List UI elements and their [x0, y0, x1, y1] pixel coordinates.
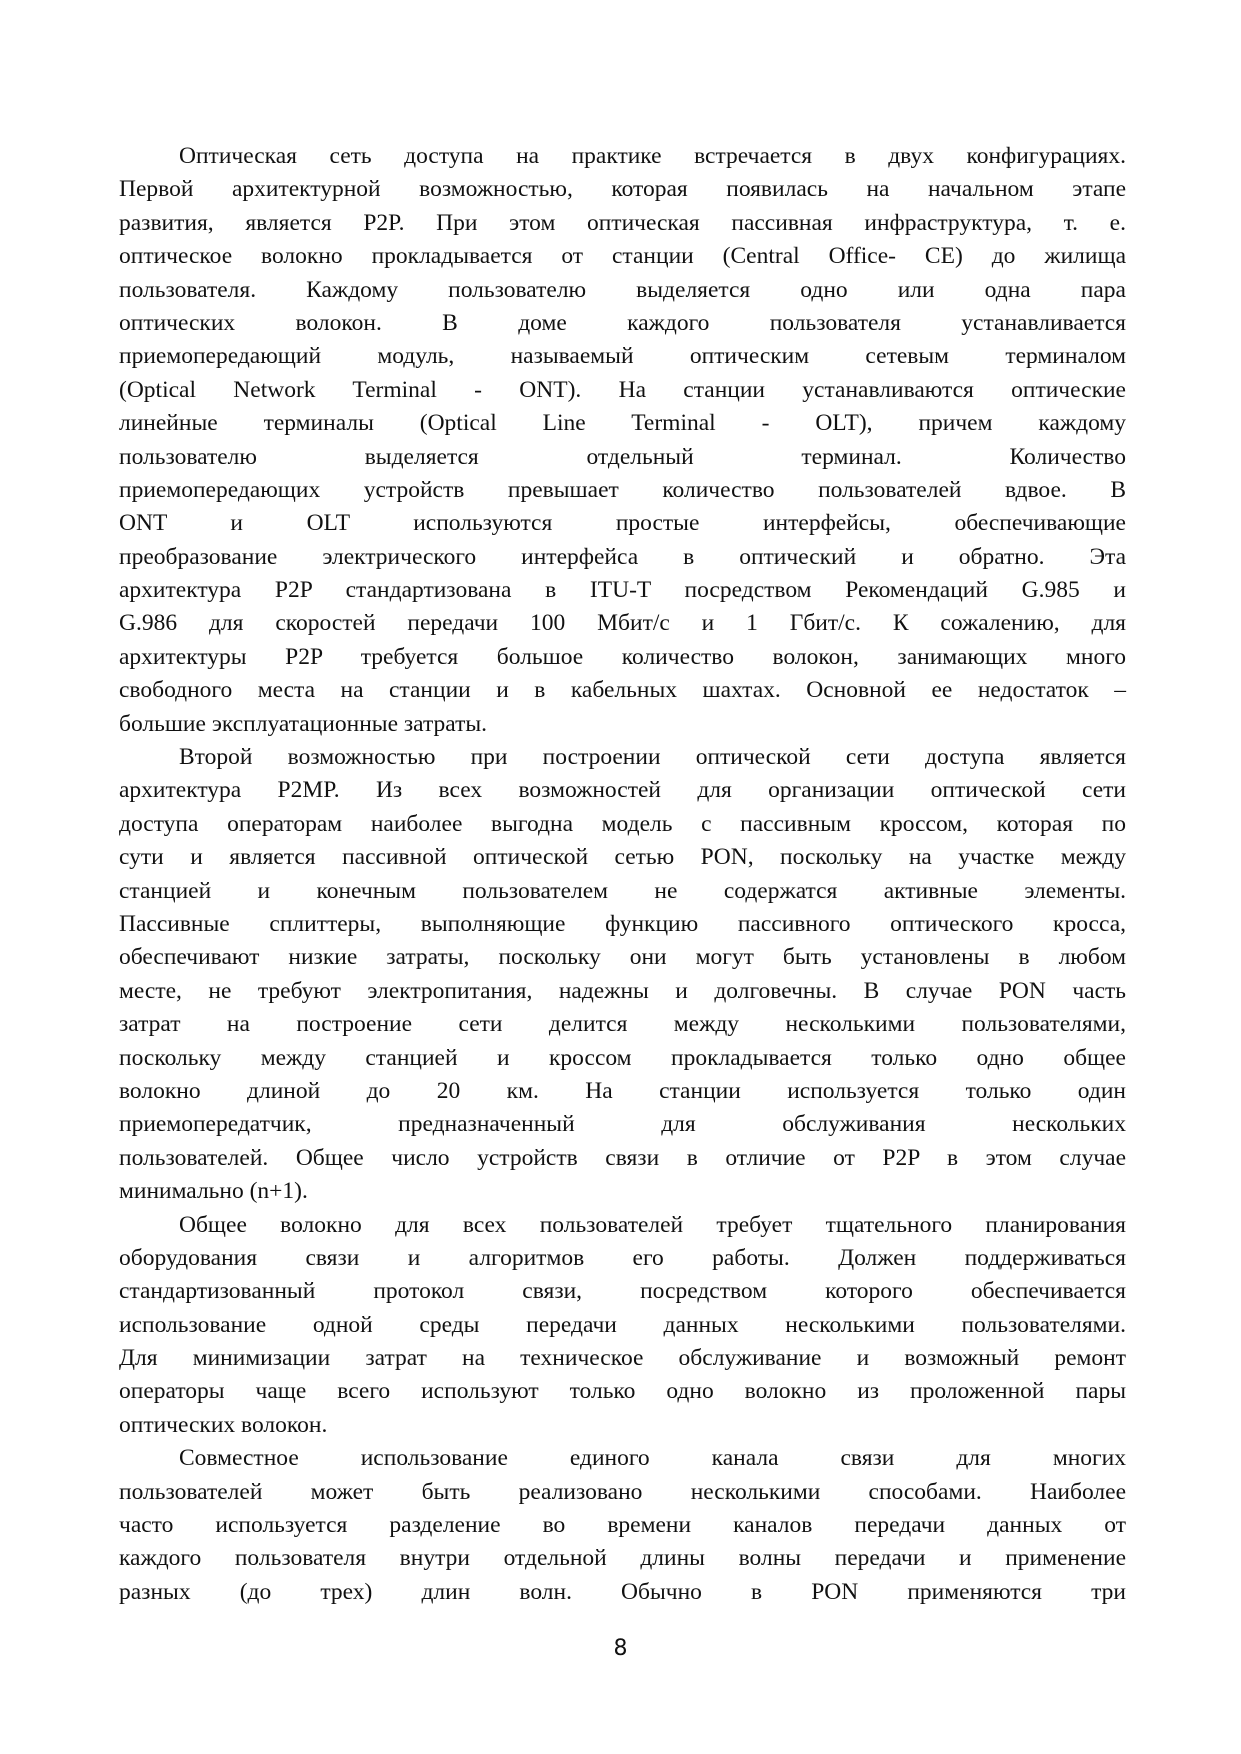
text-line: пользователей может быть реализовано несколькими способами. Наиболее	[119, 1478, 1126, 1505]
text-line: волокно длиной до 20 км. На станции используется только один	[119, 1077, 1126, 1104]
text-line: линейные терминалы (Optical Line Terminal - OLT), причем каждому	[119, 410, 1126, 437]
paragraph	[119, 1209, 1126, 1443]
text-line: Для минимизации затрат на техническое обслуживание и возможный ремонт	[119, 1345, 1126, 1372]
text-line: приемопередающих устройств превышает количество пользователей вдвое. В	[119, 476, 1126, 503]
paragraph	[119, 140, 1126, 741]
text-line: затрат на построение сети делится между несколькими пользователями,	[119, 1011, 1126, 1038]
text-line: оптических волокон. В доме каждого пользователя устанавливается	[119, 309, 1126, 336]
text-line: архитектура P2MP. Из всех возможностей для организации оптической сети	[119, 777, 1126, 804]
text-line: пользователя. Каждому пользователю выделяется одно или одна пара	[119, 276, 1126, 303]
text-line: Оптическая сеть доступа на практике встречается в двух конфигурациях.	[179, 143, 1126, 169]
text-line: архитектура P2P стандартизована в ITU-T посредством Рекомендаций G.985 и	[119, 577, 1126, 604]
paragraph	[119, 741, 1126, 1208]
text-line: большие эксплуатационные затраты.	[119, 710, 488, 737]
text-line: приемопередающий модуль, называемый оптическим сетевым терминалом	[119, 343, 1126, 370]
text-line: месте, не требуют электропитания, надежны и долговечны. В случае PON часть	[119, 977, 1126, 1004]
text-line: (Optical Network Terminal - ONT). На станции устанавливаются оптические	[119, 376, 1126, 403]
text-line: стандартизованный протокол связи, посредством которого обеспечивается	[119, 1278, 1126, 1305]
text-line: свободного места на станции и в кабельных шахтах. Основной ее недостаток –	[119, 677, 1126, 704]
text-line: архитектуры P2P требуется большое количество волокон, занимающих много	[119, 643, 1126, 670]
text-line: использование одной среды передачи данных несколькими пользователями.	[119, 1311, 1126, 1338]
text-line: оптическое волокно прокладывается от станции (Central Office- CE) до жилища	[119, 243, 1126, 270]
text-line: Совместное использование единого канала связи для многих	[179, 1445, 1126, 1472]
text-line: обеспечивают низкие затраты, поскольку они могут быть установлены в любом	[119, 944, 1126, 971]
text-line: пользователю выделяется отдельный терминал. Количество	[119, 443, 1126, 470]
text-line: приемопередатчик, предназначенный для обслуживания нескольких	[119, 1111, 1126, 1138]
text-line: преобразование электрического интерфейса в оптический и обратно. Эта	[119, 543, 1126, 570]
text-line: оптических волокон.	[119, 1411, 328, 1438]
text-line: операторы чаще всего используют только одно волокно из проложенной пары	[119, 1378, 1126, 1405]
text-line: поскольку между станцией и кроссом прокладывается только одно общее	[119, 1044, 1126, 1071]
text-line: минимально (n+1).	[119, 1178, 308, 1205]
text-line: часто используется разделение во времени каналов передачи данных от	[119, 1512, 1126, 1539]
text-line: Второй возможностью при построении оптической сети доступа является	[179, 744, 1126, 771]
text-line: доступа операторам наиболее выгодна модель с пассивным кроссом, которая по	[119, 810, 1126, 837]
paragraph	[119, 1442, 1126, 1609]
document-body	[119, 140, 1126, 1609]
text-line: Первой архитектурной возможностью, которая появилась на начальном этапе	[119, 176, 1126, 203]
text-line: станцией и конечным пользователем не содержатся активные элементы.	[119, 877, 1126, 904]
text-line: ONT и OLT используются простые интерфейсы, обеспечивающие	[119, 510, 1126, 537]
text-line: разных (до трех) длин волн. Обычно в PON применяются три	[119, 1578, 1126, 1605]
text-line: пользователей. Общее число устройств связи в отличие от P2P в этом случае	[119, 1144, 1126, 1171]
text-line: развития, является P2P. При этом оптическая пассивная инфраструктура, т. е.	[119, 209, 1126, 236]
text-line: сути и является пассивной оптической сетью PON, поскольку на участке между	[119, 844, 1126, 871]
page-number: 8	[613, 1636, 628, 1661]
text-line: оборудования связи и алгоритмов его работы. Должен поддерживаться	[119, 1244, 1126, 1271]
text-line: Общее волокно для всех пользователей требует тщательного планирования	[179, 1211, 1126, 1238]
text-line: Пассивные сплиттеры, выполняющие функцию пассивного оптического кросса,	[119, 910, 1126, 937]
text-line: каждого пользователя внутри отдельной длины волны передачи и применение	[119, 1545, 1126, 1572]
text-line: G.986 для скоростей передачи 100 Мбит/с и 1 Гбит/с. К сожалению, для	[119, 610, 1126, 637]
